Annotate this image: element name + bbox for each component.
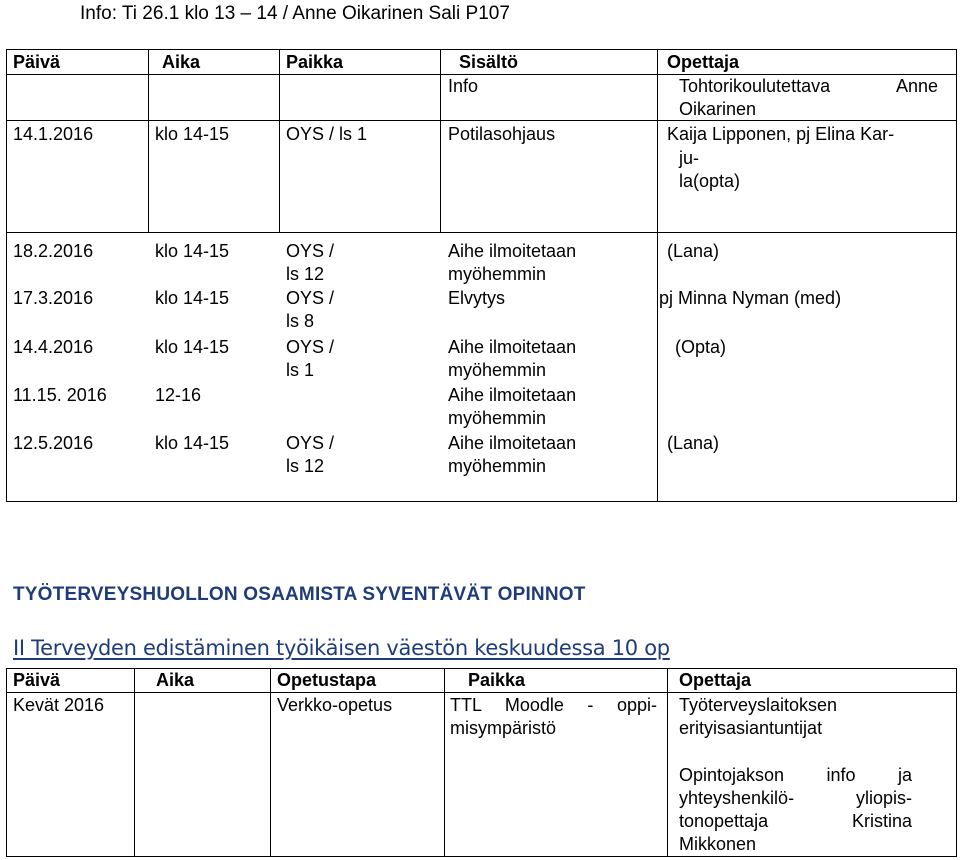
course-method: Verkko-opetus	[277, 695, 393, 715]
header-teacher: Opettaja	[679, 670, 752, 690]
info-row-teacher-line2: Anne	[896, 76, 939, 96]
course-teacher-line2: erityisasiantuntijat	[679, 718, 823, 738]
table-row-content: Elvytys	[448, 288, 506, 308]
header-time: Aika	[162, 52, 201, 72]
table-row-time: klo 14-15	[155, 241, 230, 261]
table-row-content: Aihe ilmoitetaan	[448, 337, 577, 357]
header-place: Paikka	[468, 670, 526, 690]
table-row-place-line2: ls 8	[286, 311, 315, 331]
table-row-date: 11.15. 2016	[13, 385, 107, 405]
info-row-teacher-line3: Oikarinen	[679, 99, 757, 119]
course-teacher-line3: Opintojakson info ja	[679, 765, 912, 785]
section-subtitle: II Terveyden edistäminen työikäisen väestön keskuudessa 10 op	[13, 636, 670, 660]
course-place-line1: TTL Moodle - oppi-	[450, 695, 657, 715]
table-row-date: 17.3.2016	[13, 288, 94, 308]
table-row-place-line2: ls 12	[286, 264, 325, 284]
jan-row-teacher-line3: la(opta)	[679, 171, 741, 191]
table-row-content-line2: myöhemmin	[448, 360, 547, 380]
table-row-content: Aihe ilmoitetaan	[448, 385, 577, 405]
header-content: Sisältö	[459, 52, 519, 72]
table-row-date: 12.5.2016	[13, 433, 94, 453]
table-row-date: 18.2.2016	[13, 241, 94, 261]
header-time: Aika	[156, 670, 195, 690]
table-row-place: OYS /	[286, 241, 335, 261]
table-row-content: Aihe ilmoitetaan	[448, 433, 577, 453]
table-row-content-line2: myöhemmin	[448, 456, 547, 476]
jan-row-time: klo 14-15	[155, 124, 230, 144]
table-row-teacher: pj Minna Nyman (med)	[659, 288, 842, 308]
table-row-teacher: (Lana)	[667, 433, 720, 453]
table-row-content-line2: myöhemmin	[448, 408, 547, 428]
header-date: Päivä	[13, 52, 61, 72]
course-teacher-line6: Mikkonen	[679, 834, 757, 854]
table-row-time: klo 14-15	[155, 288, 230, 308]
table-row-place-line2: ls 12	[286, 456, 325, 476]
jan-row-date: 14.1.2016	[13, 124, 94, 144]
course-teacher-line4: yhteyshenkilö- yliopis-	[679, 788, 912, 808]
table-row-time: 12-16	[155, 385, 202, 405]
info-row-teacher-line1: Tohtorikoulutettava	[679, 76, 831, 96]
info-row-content: Info	[448, 76, 479, 96]
course-date: Kevät 2016	[13, 695, 105, 715]
table-row-time: klo 14-15	[155, 337, 230, 357]
table-row-content: Aihe ilmoitetaan	[448, 241, 577, 261]
course-teacher-line5: tonopettaja Kristina	[679, 811, 912, 831]
table-row-place: OYS /	[286, 433, 335, 453]
course-teacher-line1: Työterveyslaitoksen	[679, 695, 838, 715]
table-row-teacher: (Opta)	[675, 337, 727, 357]
table-row-place: OYS /	[286, 288, 335, 308]
table-row-content-line2: myöhemmin	[448, 264, 547, 284]
jan-row-place: OYS / ls 1	[286, 124, 368, 144]
section-title: TYÖTERVEYSHUOLLON OSAAMISTA SYVENTÄVÄT OPINNOT	[13, 584, 586, 605]
table-row-place-line2: ls 1	[286, 360, 315, 380]
header-teacher: Opettaja	[667, 52, 740, 72]
table-row-date: 14.4.2016	[13, 337, 94, 357]
header-method: Opetustapa	[277, 670, 377, 690]
header-place: Paikka	[286, 52, 344, 72]
jan-row-teacher-line1: Kaija Lipponen, pj Elina Kar-	[667, 124, 895, 144]
table-row-place: OYS /	[286, 337, 335, 357]
header-date: Päivä	[13, 670, 61, 690]
info-line: Info: Ti 26.1 klo 13 – 14 / Anne Oikarinen Sali P107	[80, 3, 510, 24]
table-row-time: klo 14-15	[155, 433, 230, 453]
table-row-teacher: (Lana)	[667, 241, 720, 261]
jan-row-content: Potilasohjaus	[448, 124, 556, 144]
course-place-line2: misympäristö	[450, 718, 557, 738]
jan-row-teacher-line2: ju-	[679, 148, 700, 168]
